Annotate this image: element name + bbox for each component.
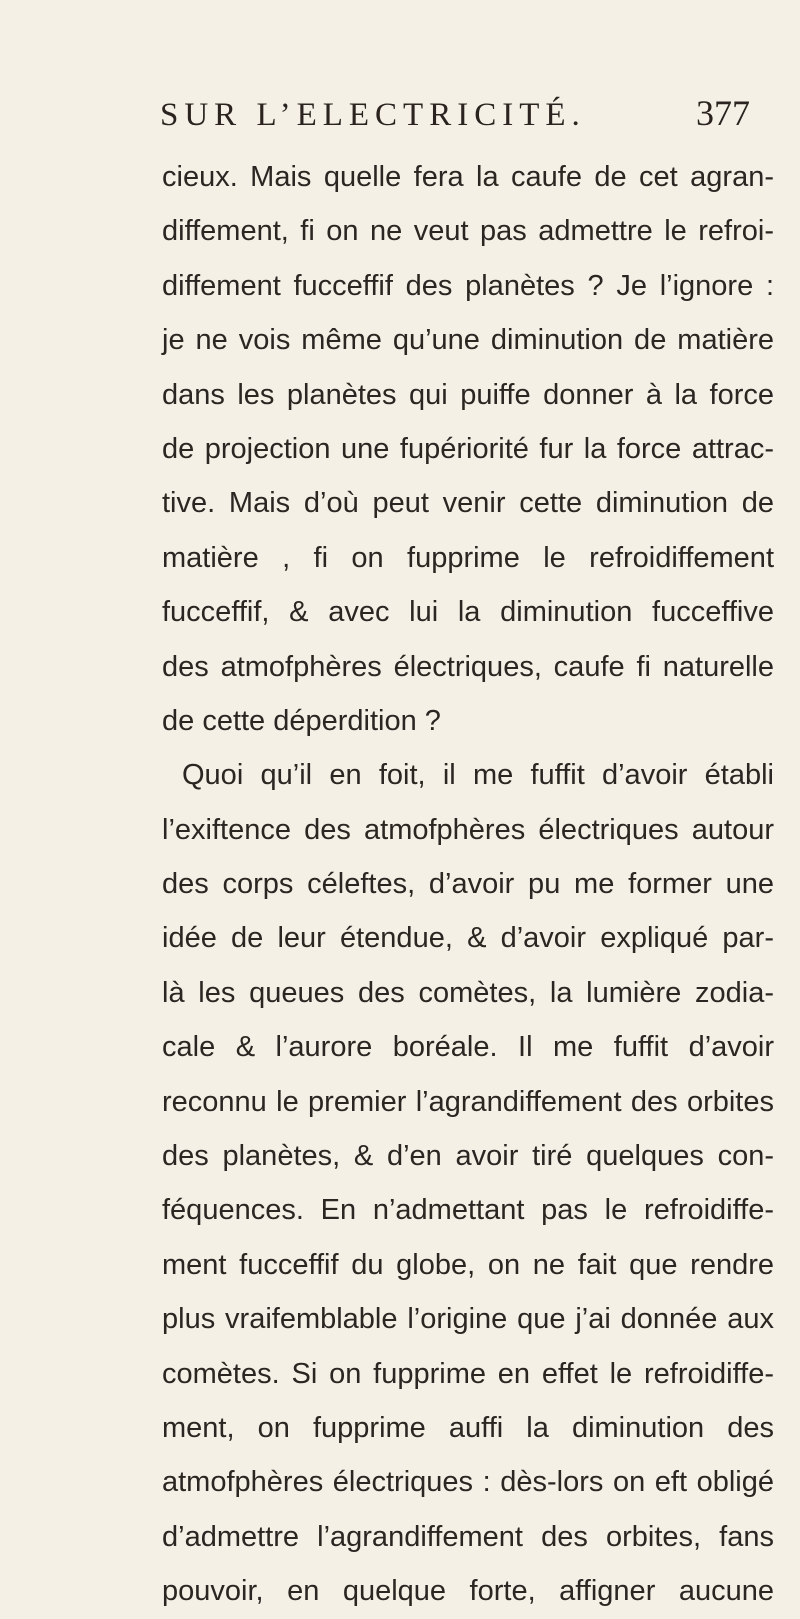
running-head-title: SUR L’ELECTRICITÉ. — [160, 97, 586, 133]
text-line: je ne vois même qu’une diminution de matière — [162, 324, 774, 357]
text-line: comètes. Si on fupprime en effet le refroidiffe- — [162, 1357, 774, 1390]
text-line: d’admettre l’agrandiffement des orbites, fans — [162, 1520, 774, 1553]
text-line: féquences. En n’admettant pas le refroidiffe- — [162, 1194, 774, 1227]
text-line: tive. Mais d’où peut venir cette diminution de — [162, 487, 774, 520]
body-text — [162, 150, 774, 1619]
text-line: idée de leur étendue, & d’avoir expliqué par- — [162, 922, 774, 955]
text-line: Quoi qu’il en foit, il me fuffit d’avoir établi — [182, 759, 774, 792]
text-line: diffement fucceffif des planètes ? Je l’ignore : — [162, 269, 774, 302]
text-line: fucceffif, & avec lui la diminution fucceffive — [162, 596, 774, 629]
text-line: ment, on fupprime auffi la diminution des — [162, 1411, 774, 1444]
text-line: cale & l’aurore boréale. Il me fuffit d’avoir — [162, 1031, 774, 1064]
text-line: dans les planètes qui puiffe donner à la force — [162, 378, 774, 411]
text-line: ment fucceffif du globe, on ne fait que rendre — [162, 1248, 774, 1281]
text-line: atmofphères électriques : dès-lors on eft obligé — [162, 1466, 774, 1499]
text-line: matière , fi on fupprime le refroidiffement — [162, 541, 774, 574]
running-head — [160, 92, 750, 144]
text-line: plus vraifemblable l’origine que j’ai donnée aux — [162, 1303, 774, 1336]
text-line: reconnu le premier l’agrandiffement des orbites — [162, 1085, 774, 1118]
text-line: là les queues des comètes, la lumière zodia- — [162, 976, 774, 1009]
text-line: de cette déperdition ? — [162, 704, 441, 737]
text-line: de projection une fupériorité fur la force attrac- — [162, 432, 774, 465]
page-number: 377 — [696, 93, 750, 133]
text-line: des atmofphères électriques, caufe fi naturelle — [162, 650, 774, 683]
text-line: pouvoir, en quelque forte, affigner aucune — [162, 1575, 774, 1608]
text-line: diffement, fi on ne veut pas admettre le refroi- — [162, 215, 774, 248]
text-line: l’exiftence des atmofphères électriques autour — [162, 813, 774, 846]
text-line: cieux. Mais quelle fera la caufe de cet agran- — [162, 161, 774, 193]
text-line: des planètes, & d’en avoir tiré quelques con- — [162, 1140, 774, 1173]
text-line: des corps céleftes, d’avoir pu me former une — [162, 868, 774, 901]
